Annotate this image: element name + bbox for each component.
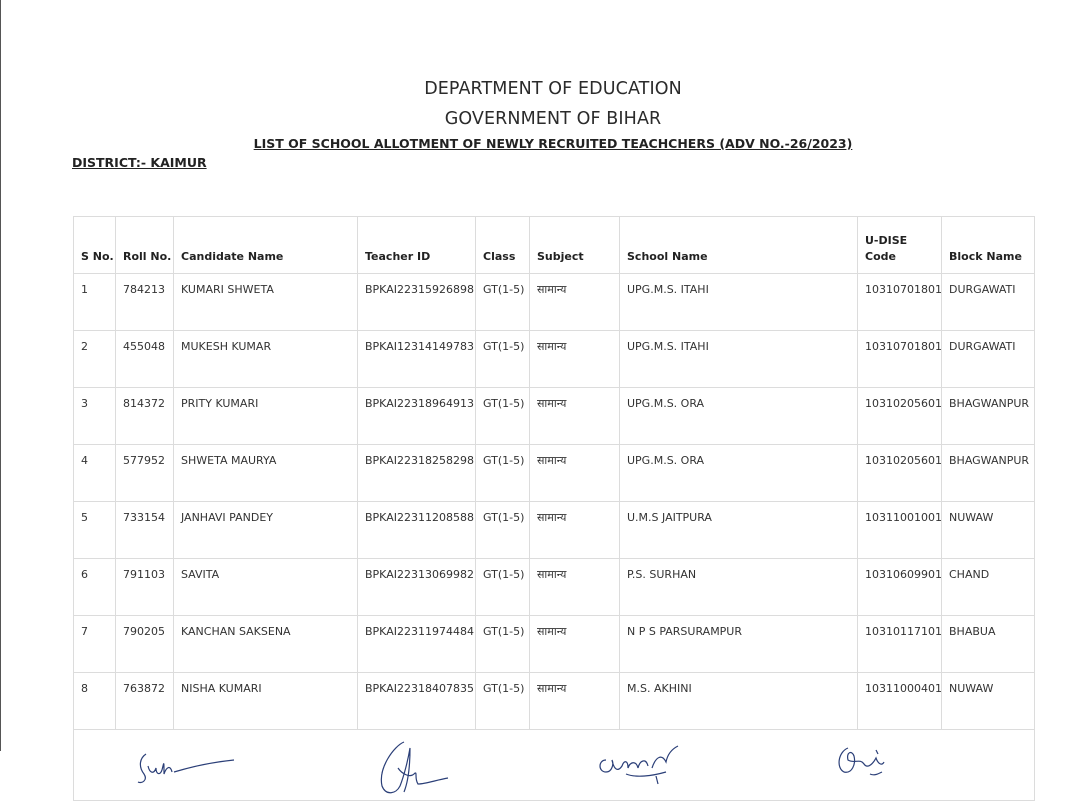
cell-school-name: P.S. SURHAN <box>620 559 858 616</box>
cell-teacher-id: BPKAI22313069982 <box>358 559 476 616</box>
allotment-table-container <box>73 216 1034 801</box>
cell-block-name: NUWAW <box>942 673 1035 730</box>
cell-school-name: U.M.S JAITPURA <box>620 502 858 559</box>
cell-udise-code: 10311000401 <box>858 673 942 730</box>
cell-candidate-name: KUMARI SHWETA <box>174 274 358 331</box>
col-candidate-name: Candidate Name <box>174 217 358 274</box>
cell-teacher-id: BPKAI22318407835 <box>358 673 476 730</box>
cell-block-name: BHAGWANPUR <box>942 388 1035 445</box>
cell-subject: सामान्य <box>530 673 620 730</box>
cell-sno: 4 <box>74 445 116 502</box>
cell-roll-no: 814372 <box>116 388 174 445</box>
cell-sno: 7 <box>74 616 116 673</box>
signature-row <box>74 730 1035 801</box>
table-row <box>74 388 1035 445</box>
cell-udise-code: 10310205601 <box>858 445 942 502</box>
cell-block-name: NUWAW <box>942 502 1035 559</box>
department-title: DEPARTMENT OF EDUCATION <box>424 79 682 99</box>
col-block-name: Block Name <box>942 217 1035 274</box>
allotment-table <box>73 216 1035 801</box>
col-udise-code: U-DISE Code <box>858 217 942 274</box>
cell-school-name: UPG.M.S. ORA <box>620 388 858 445</box>
cell-candidate-name: PRITY KUMARI <box>174 388 358 445</box>
cell-udise-code: 10311001001 <box>858 502 942 559</box>
cell-sno: 8 <box>74 673 116 730</box>
cell-teacher-id: BPKAI22318258298 <box>358 445 476 502</box>
col-class: Class <box>476 217 530 274</box>
cell-subject: सामान्य <box>530 331 620 388</box>
cell-subject: सामान्य <box>530 559 620 616</box>
col-subject: Subject <box>530 217 620 274</box>
cell-sno: 3 <box>74 388 116 445</box>
cell-subject: सामान्य <box>530 616 620 673</box>
signature-4 <box>834 740 894 784</box>
col-school-name: School Name <box>620 217 858 274</box>
cell-candidate-name: JANHAVI PANDEY <box>174 502 358 559</box>
signature-cell <box>74 730 1035 801</box>
cell-school-name: M.S. AKHINI <box>620 673 858 730</box>
table-row <box>74 445 1035 502</box>
cell-udise-code: 10310117101 <box>858 616 942 673</box>
cell-sno: 1 <box>74 274 116 331</box>
table-row <box>74 331 1035 388</box>
cell-class: GT(1-5) <box>476 331 530 388</box>
cell-block-name: BHABUA <box>942 616 1035 673</box>
table-row <box>74 673 1035 730</box>
cell-school-name: UPG.M.S. ORA <box>620 445 858 502</box>
cell-block-name: DURGAWATI <box>942 331 1035 388</box>
table-row <box>74 502 1035 559</box>
cell-school-name: UPG.M.S. ITAHI <box>620 274 858 331</box>
cell-candidate-name: MUKESH KUMAR <box>174 331 358 388</box>
cell-roll-no: 791103 <box>116 559 174 616</box>
cell-class: GT(1-5) <box>476 559 530 616</box>
district-label: DISTRICT:- KAIMUR <box>72 155 207 170</box>
cell-udise-code: 10310701801 <box>858 274 942 331</box>
cell-teacher-id: BPKAI22311208588 <box>358 502 476 559</box>
signature-3 <box>596 742 686 788</box>
government-title: GOVERNMENT OF BIHAR <box>444 109 662 129</box>
col-teacher-id: Teacher ID <box>358 217 476 274</box>
col-roll-no: Roll No. <box>116 217 174 274</box>
cell-class: GT(1-5) <box>476 616 530 673</box>
cell-subject: सामान्य <box>530 445 620 502</box>
table-header-row <box>74 217 1035 274</box>
cell-block-name: BHAGWANPUR <box>942 445 1035 502</box>
signature-2 <box>374 738 454 798</box>
cell-roll-no: 790205 <box>116 616 174 673</box>
cell-candidate-name: SHWETA MAURYA <box>174 445 358 502</box>
cell-sno: 5 <box>74 502 116 559</box>
cell-teacher-id: BPKAI22315926898 <box>358 274 476 331</box>
cell-sno: 6 <box>74 559 116 616</box>
cell-udise-code: 10310609901 <box>858 559 942 616</box>
cell-candidate-name: NISHA KUMARI <box>174 673 358 730</box>
cell-roll-no: 733154 <box>116 502 174 559</box>
cell-sno: 2 <box>74 331 116 388</box>
cell-school-name: UPG.M.S. ITAHI <box>620 331 858 388</box>
table-row <box>74 274 1035 331</box>
list-title: LIST OF SCHOOL ALLOTMENT OF NEWLY RECRUITED TEACHCHERS (ADV NO.-26/2023) <box>253 136 853 151</box>
col-sno: S No. <box>74 217 116 274</box>
cell-subject: सामान्य <box>530 502 620 559</box>
cell-candidate-name: KANCHAN SAKSENA <box>174 616 358 673</box>
cell-roll-no: 763872 <box>116 673 174 730</box>
cell-teacher-id: BPKAI22311974484 <box>358 616 476 673</box>
cell-udise-code: 10310701801 <box>858 331 942 388</box>
cell-roll-no: 455048 <box>116 331 174 388</box>
cell-teacher-id: BPKAI22318964913 <box>358 388 476 445</box>
table-row <box>74 559 1035 616</box>
cell-class: GT(1-5) <box>476 445 530 502</box>
cell-class: GT(1-5) <box>476 502 530 559</box>
cell-teacher-id: BPKAI12314149783 <box>358 331 476 388</box>
document-header <box>0 74 1080 154</box>
cell-block-name: DURGAWATI <box>942 274 1035 331</box>
cell-class: GT(1-5) <box>476 388 530 445</box>
cell-udise-code: 10310205601 <box>858 388 942 445</box>
cell-class: GT(1-5) <box>476 673 530 730</box>
cell-class: GT(1-5) <box>476 274 530 331</box>
table-row <box>74 616 1035 673</box>
cell-roll-no: 784213 <box>116 274 174 331</box>
cell-school-name: N P S PARSURAMPUR <box>620 616 858 673</box>
cell-subject: सामान्य <box>530 388 620 445</box>
cell-subject: सामान्य <box>530 274 620 331</box>
cell-block-name: CHAND <box>942 559 1035 616</box>
cell-candidate-name: SAVITA <box>174 559 358 616</box>
cell-roll-no: 577952 <box>116 445 174 502</box>
